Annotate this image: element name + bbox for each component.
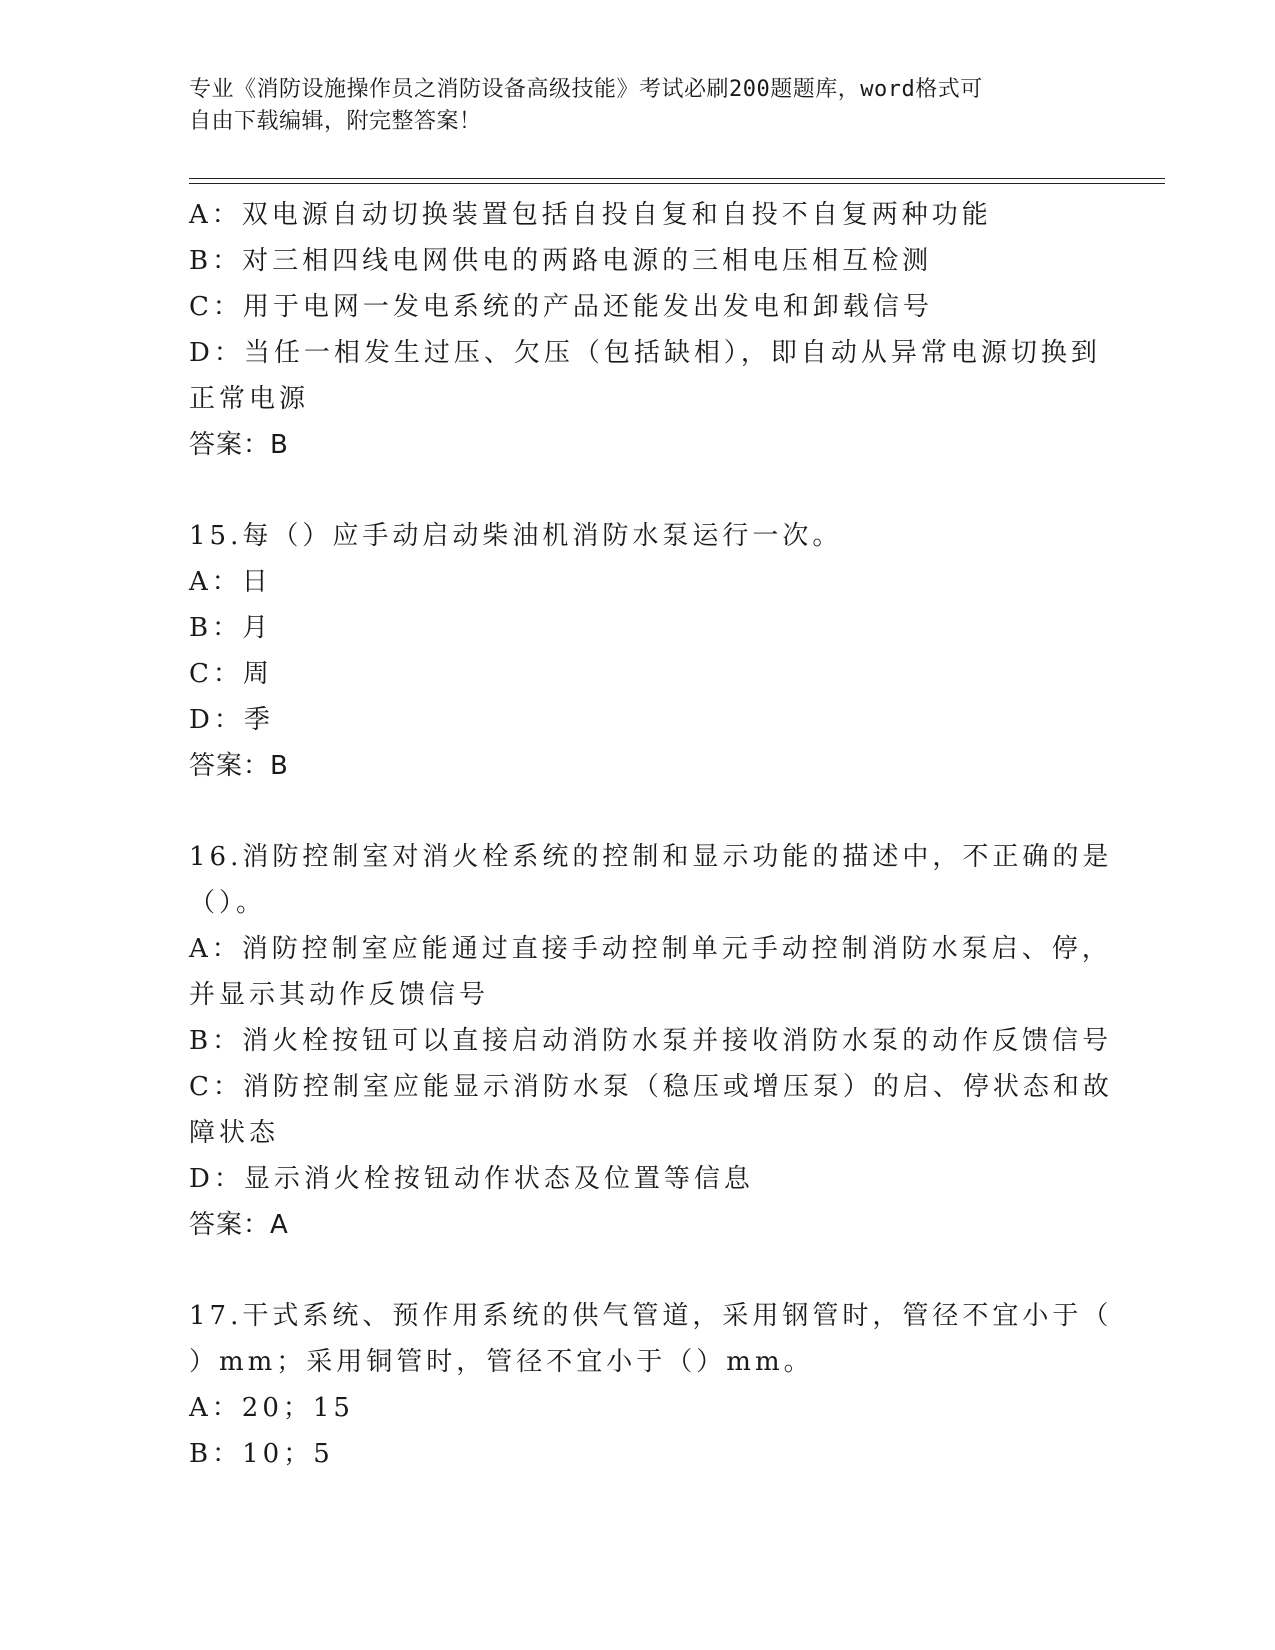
header-double-rule bbox=[189, 178, 1165, 184]
header-line-2: 自由下载编辑，附完整答案！ bbox=[189, 109, 482, 134]
option-b: B：消火栓按钮可以直接启动消防水泵并接收消防水泵的动作反馈信号 bbox=[189, 1026, 1113, 1056]
option-d: D：显示消火栓按钮动作状态及位置等信息 bbox=[189, 1164, 754, 1194]
answer: 答案：A bbox=[189, 1210, 289, 1240]
option-b: B：月 bbox=[189, 613, 273, 643]
spacer bbox=[189, 468, 1089, 513]
spacer bbox=[189, 789, 1089, 834]
question-text: 16.消防控制室对消火栓系统的控制和显示功能的描述中，不正确的是 bbox=[189, 842, 1113, 872]
question-content bbox=[189, 192, 1113, 1477]
answer: 答案：B bbox=[189, 430, 289, 460]
option-d: D：季 bbox=[189, 705, 274, 735]
question-14 bbox=[189, 192, 1101, 468]
option-a: A：消防控制室应能通过直接手动控制单元手动控制消防水泵启、停， bbox=[189, 934, 1112, 964]
document-header bbox=[189, 74, 1089, 138]
option-d-continued: 正常电源 bbox=[189, 384, 310, 414]
option-c: C：周 bbox=[189, 659, 273, 689]
question-text: 15.每（）应手动启动柴油机消防水泵运行一次。 bbox=[189, 521, 843, 551]
question-text: 17.干式系统、预作用系统的供气管道，采用钢管时，管径不宜小于（ bbox=[189, 1301, 1113, 1331]
question-text-continued: （）。 bbox=[189, 888, 267, 918]
option-a: A：20；15 bbox=[189, 1393, 354, 1423]
option-d: D：当任一相发生过压、欠压（包括缺相），即自动从异常电源切换到 bbox=[189, 338, 1101, 368]
option-b: B：对三相四线电网供电的两路电源的三相电压相互检测 bbox=[189, 246, 933, 276]
option-c: C：用于电网一发电系统的产品还能发出发电和卸载信号 bbox=[189, 292, 933, 322]
question-text-continued: ）mm；采用铜管时，管径不宜小于（）mm。 bbox=[189, 1347, 814, 1377]
option-a-continued: 并显示其动作反馈信号 bbox=[189, 980, 490, 1010]
spacer bbox=[189, 1248, 1089, 1293]
question-17 bbox=[189, 1293, 1113, 1477]
option-a: A：双电源自动切换装置包括自投自复和自投不自复两种功能 bbox=[189, 200, 992, 230]
question-16 bbox=[189, 834, 1113, 1248]
option-b: B：10；5 bbox=[189, 1439, 334, 1469]
header-line-1: 专业《消防设施操作员之消防设备高级技能》考试必刷200题题库，word格式可 bbox=[189, 77, 983, 102]
question-15 bbox=[189, 513, 1089, 789]
option-c-continued: 障状态 bbox=[189, 1118, 280, 1148]
answer: 答案：B bbox=[189, 751, 289, 781]
option-c: C：消防控制室应能显示消防水泵（稳压或增压泵）的启、停状态和故 bbox=[189, 1072, 1113, 1102]
option-a: A：日 bbox=[189, 567, 272, 597]
